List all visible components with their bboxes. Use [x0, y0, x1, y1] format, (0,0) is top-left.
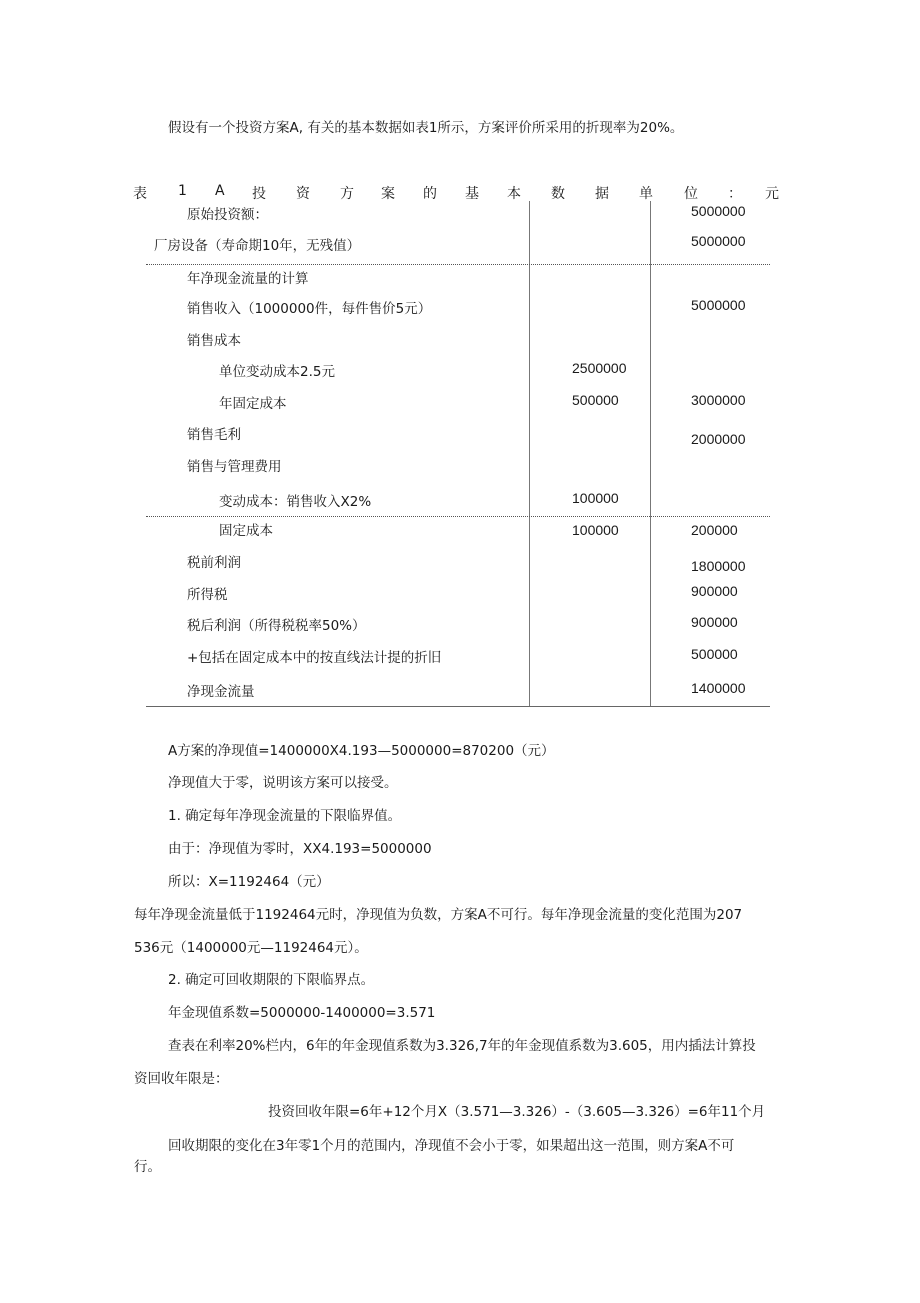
- table-cell-right: 5000000: [691, 297, 746, 313]
- formula-line: 投资回收年限=6年+12个月X（3.571—3.326）-（3.605—3.326）=6年11个月: [268, 1104, 766, 1120]
- table-cell-label: 税后利润（所得税税率50%）: [187, 618, 366, 634]
- caption-char: 1: [178, 183, 187, 199]
- intro-paragraph: 假设有一个投资方案A, 有关的基本数据如表1所示，方案评价所采用的折现率为20%。: [168, 120, 684, 136]
- caption-char: 方: [340, 186, 354, 202]
- caption-char: 表: [133, 186, 147, 202]
- table-cell-label: 固定成本: [219, 523, 273, 539]
- caption-char: 投: [252, 186, 266, 202]
- table-cell-right: 5000000: [691, 203, 746, 219]
- row-divider: [146, 516, 770, 517]
- table-cell-right: 5000000: [691, 233, 746, 249]
- caption-char: 本: [507, 186, 521, 202]
- caption-char: 据: [595, 186, 609, 202]
- so-paragraph: 所以：X=1192464（元）: [168, 874, 330, 890]
- caption-char: 元: [765, 186, 779, 202]
- table-cell-label: 销售成本: [187, 333, 241, 349]
- table-cell-label: 原始投资额：: [187, 207, 268, 223]
- caption-char: ：: [728, 186, 742, 202]
- annuity-paragraph: 年金现值系数=5000000-1400000=3.571: [168, 1005, 436, 1021]
- table-cell-label: 厂房设备（寿命期10年，无残值）: [154, 238, 361, 254]
- caption-char: 案: [381, 186, 395, 202]
- table-cell-right: 900000: [691, 614, 738, 630]
- table-cell-label: 销售收入（1000000件，每件售价5元）: [187, 301, 432, 317]
- step1-heading: 1. 确定每年净现金流量的下限临界值。: [168, 808, 402, 824]
- step2-heading: 2. 确定可回收期限的下限临界点。: [168, 972, 375, 988]
- table-cell-label: 销售毛利: [187, 427, 241, 443]
- table-cell-label: 变动成本：销售收入X2%: [219, 494, 372, 510]
- table-cell-label: 单位变动成本2.5元: [219, 364, 335, 380]
- caption-char: A: [215, 183, 225, 199]
- table-cell-label: 所得税: [187, 587, 228, 603]
- column-divider-left: [529, 201, 530, 707]
- range-paragraph-1: 每年净现金流量低于1192464元时，净现值为负数，方案A不可行。每年净现金流量的变化范围为207: [134, 907, 743, 923]
- table-cell-right: 2000000: [691, 431, 746, 447]
- range-paragraph-2: 536元（1400000元—1192464元）。: [134, 940, 368, 956]
- lookup-paragraph-1: 查表在利率20%栏内，6年的年金现值系数为3.326,7年的年金现值系数为3.605，用内插法计算投: [168, 1038, 756, 1054]
- column-divider-right: [650, 201, 651, 707]
- conclusion-paragraph-2: 行。: [134, 1159, 161, 1175]
- caption-char: 的: [423, 186, 437, 202]
- table-cell-label: 年净现金流量的计算: [187, 271, 309, 287]
- accept-paragraph: 净现值大于零，说明该方案可以接受。: [168, 775, 398, 791]
- table-cell-mid: 100000: [572, 490, 619, 506]
- conclusion-paragraph-1: 回收期限的变化在3年零1个月的范围内，净现值不会小于零，如果超出这一范围，则方案A不可: [168, 1138, 735, 1154]
- table-cell-label: +包括在固定成本中的按直线法计提的折旧: [187, 650, 442, 666]
- table-cell-right: 900000: [691, 583, 738, 599]
- caption-char: 位: [684, 186, 698, 202]
- because-paragraph: 由于：净现值为零时，XX4.193=5000000: [168, 841, 432, 857]
- caption-char: 数: [551, 186, 565, 202]
- table-bottom-border: [146, 706, 770, 707]
- npv-paragraph: A方案的净现值=1400000X4.193—5000000=870200（元）: [168, 743, 555, 759]
- table-cell-label: 销售与管理费用: [187, 459, 282, 475]
- table-cell-right: 500000: [691, 646, 738, 662]
- table-cell-mid: 100000: [572, 522, 619, 538]
- table-cell-mid: 500000: [572, 392, 619, 408]
- table-cell-mid: 2500000: [572, 360, 627, 376]
- table-cell-right: 1400000: [691, 680, 746, 696]
- caption-char: 单: [639, 186, 653, 202]
- table-cell-right: 1800000: [691, 558, 746, 574]
- table-caption: [133, 183, 779, 201]
- table-cell-label: 年固定成本: [219, 396, 287, 412]
- table-cell-label: 税前利润: [187, 555, 241, 571]
- caption-char: 基: [465, 186, 479, 202]
- table-cell-right: 3000000: [691, 392, 746, 408]
- table-cell-label: 净现金流量: [187, 684, 255, 700]
- caption-char: 资: [296, 186, 310, 202]
- table-cell-right: 200000: [691, 522, 738, 538]
- lookup-paragraph-2: 资回收年限是：: [134, 1071, 229, 1087]
- row-divider: [146, 264, 770, 265]
